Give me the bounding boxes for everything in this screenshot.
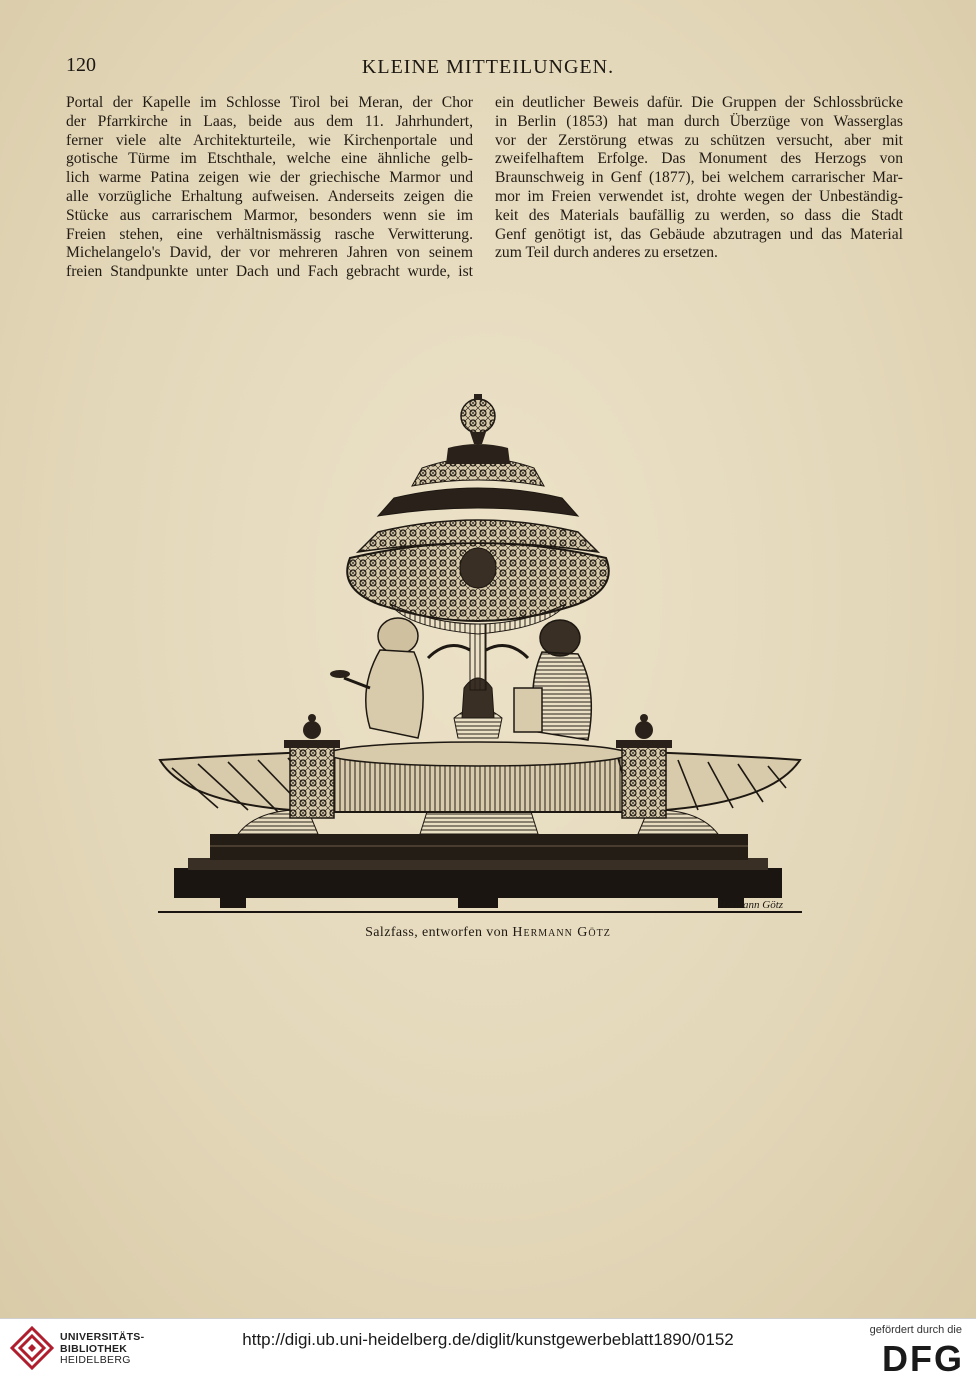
text-line: Freien stehen, eine verhältnismässig rasche Verwitterung. (66, 225, 473, 243)
caption-prefix: Salzfass, entworfen von (365, 925, 513, 940)
text-line: mor im Freien verwendet ist, drohte wegen der Unbeständig- (495, 187, 903, 205)
page-number: 120 (66, 54, 96, 76)
base-plinth (158, 834, 802, 912)
text-line: Michelangelo's David, der vor mehreren Jahren von seinem (66, 244, 473, 262)
text-line: Genf genötigt ist, das Gebäude abzutragen und das Material (495, 225, 903, 243)
text-line: zweifelhaftem Erfolge. Das Monument des Herzogs von (495, 150, 903, 168)
right-text-column (495, 94, 903, 263)
running-head: KLEINE MITTEILUNGEN. (361, 56, 615, 78)
text-line: zum Teil durch anderes zu ersetzen. (495, 244, 718, 262)
text-line: in Berlin (1853) hat man durch Überzüge von Wasserglas (495, 112, 903, 130)
institution-name: UNIVERSITÄTS- BIBLIOTHEK HEIDELBERG (60, 1331, 145, 1366)
text-line: freien Standpunkte unter Dach und Fach gebracht wurde, ist (66, 263, 473, 281)
text-line: alle vorzügliche Erhaltung aufweisen. Anderseits zeigen die (66, 187, 473, 205)
text-line: der Pfarrkirche in Laas, beide aus dem 11. Jahrhundert, (66, 112, 473, 130)
text-line: keit des Materials baufällig zu werden, so dass die Stadt (495, 206, 903, 224)
artist-signature: Hermann Götz (718, 899, 784, 911)
text-line: lich warme Patina zeigen wie der griechische Marmor und (66, 169, 473, 187)
text-line: vor der Zerstörung etwas zu schützen versucht, aber mit (495, 131, 903, 149)
ornate-urn (347, 394, 609, 634)
text-line: ein deutlicher Beweis dafür. Die Gruppen der Schlossbrücke (495, 94, 903, 111)
text-line: ferner viele alte Architekturteile, wie Kirchenportale und (66, 131, 473, 149)
text-line: gotische Türme im Etschthale, welche eine ähnliche gelb- (66, 150, 473, 168)
viewer-footer (0, 1318, 976, 1387)
central-stem (428, 624, 528, 738)
fluted-basin (160, 742, 800, 812)
dfg-logo: DFG (882, 1338, 964, 1379)
left-text-column (66, 94, 473, 282)
figure-caption (0, 925, 976, 941)
text-line: Portal der Kapelle im Schlosse Tirol bei Meran, der Chor (66, 94, 473, 111)
salt-cellar-engraving (158, 388, 802, 916)
caption-author: Hermann Götz (512, 925, 611, 940)
text-line: Braunschweig in Genf (1877), bei welchem carrarischer Mar- (495, 169, 903, 187)
page-permalink[interactable]: http://digi.ub.uni-heidelberg.de/diglit/kunstgewerbeblatt1890/0152 (242, 1330, 734, 1349)
text-line: Stücke aus carrarischem Marmor, besonders wenn sie im (66, 206, 473, 224)
funding-label: gefördert durch die (869, 1324, 962, 1336)
